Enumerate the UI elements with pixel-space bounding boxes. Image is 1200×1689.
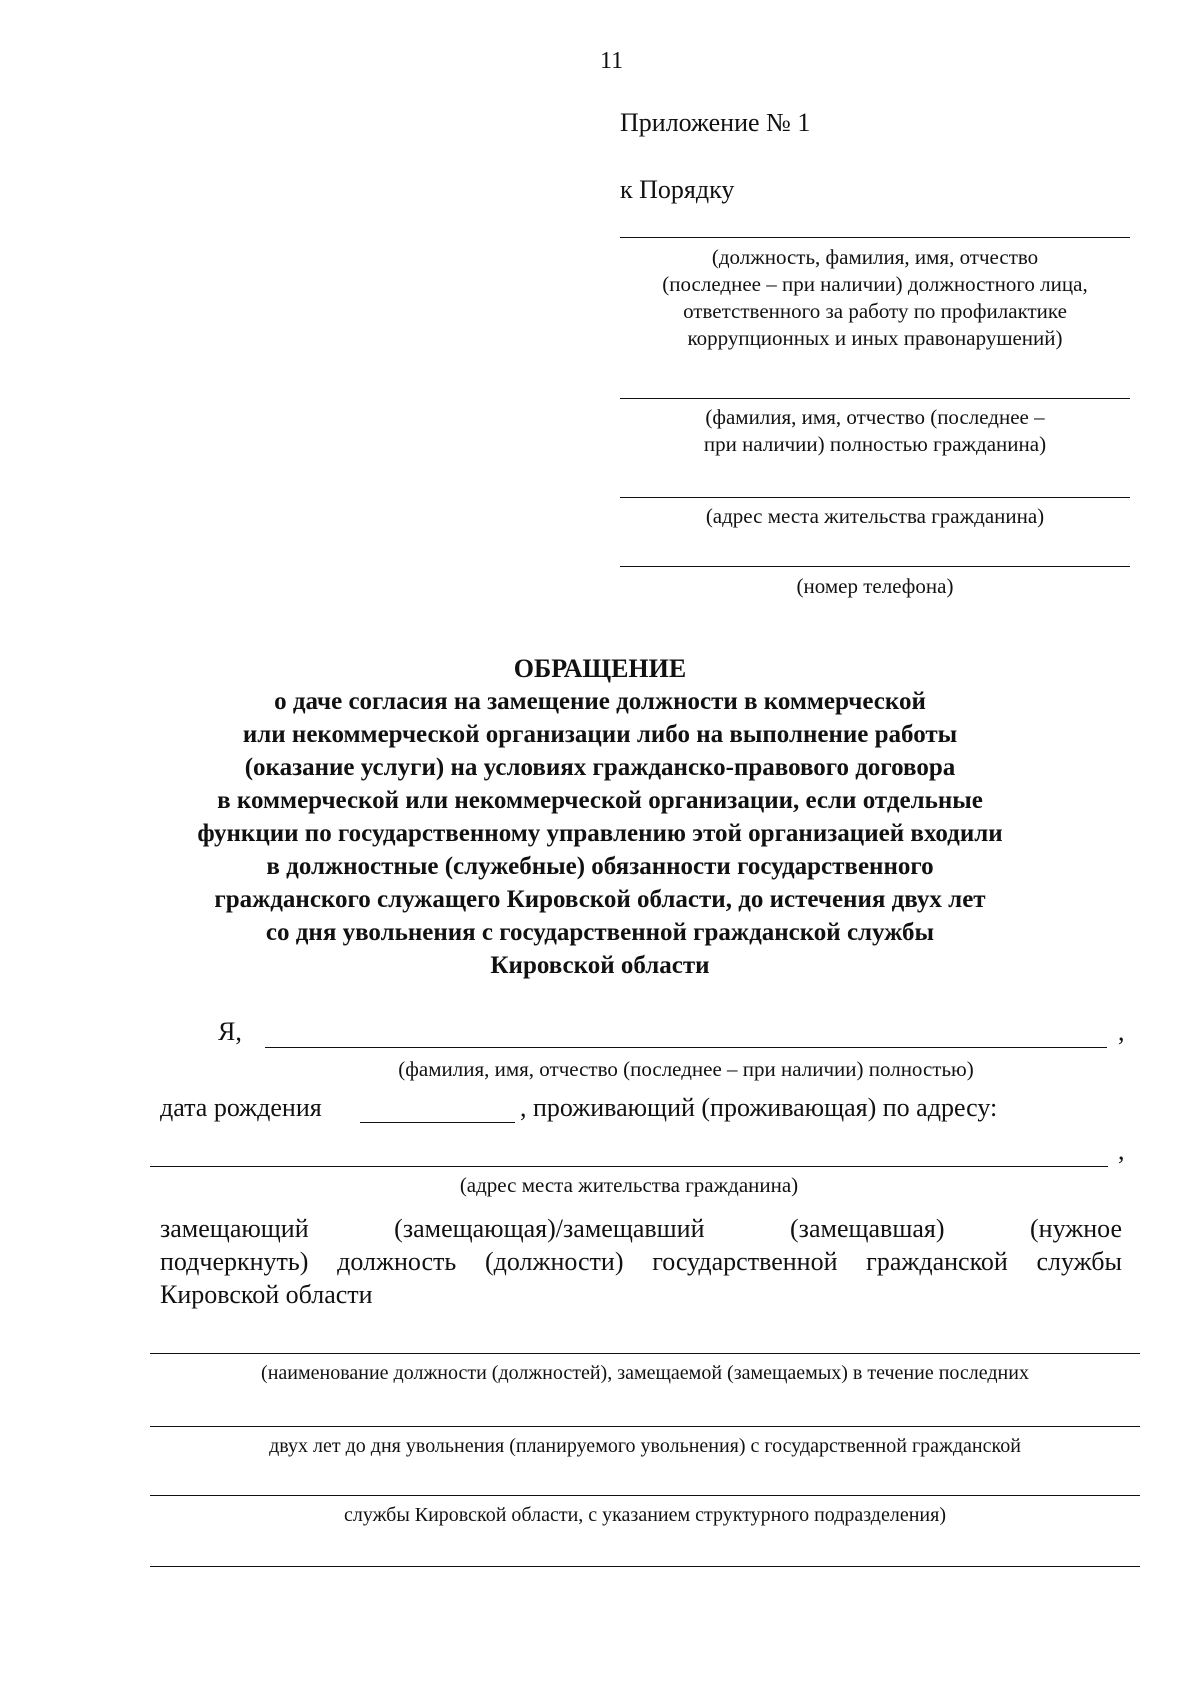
title-line: (оказание услуги) на условиях гражданско-правового договора [244, 754, 956, 781]
title-line: со дня увольнения с государственной гражданской службы [265, 919, 935, 946]
position-paragraph-line: Кировской области [160, 1280, 373, 1309]
phone-line [620, 566, 1130, 567]
citizen-caption-line: (фамилия, имя, отчество (последнее – [705, 405, 1045, 429]
official-caption-line: (должность, фамилия, имя, отчество [711, 245, 1039, 269]
citizen-caption [620, 404, 1130, 458]
title-line: функции по государственному управлению этой организацией входили [197, 820, 1003, 847]
page-number: 11 [600, 48, 624, 74]
official-caption-line: ответственного за работу по профилактике [683, 299, 1067, 323]
title-line: гражданского служащего Кировской области, до истечения двух лет [214, 886, 986, 913]
position-line [150, 1426, 1140, 1427]
residing-label: , проживающий (проживающая) по адресу: [520, 1093, 998, 1122]
citizen-line [620, 398, 1130, 399]
title-heading: ОБРАЩЕНИЕ [513, 654, 687, 683]
official-caption-line: (последнее – при наличии) должностного лица, [662, 272, 1088, 296]
position-caption: (наименование должности (должностей), замещаемой (замещаемых) в течение последних [261, 1362, 1029, 1384]
fio-comma: , [1118, 1017, 1125, 1046]
title-line: в должностные (служебные) обязанности государственного [266, 853, 934, 880]
fio-caption: (фамилия, имя, отчество (последнее – при наличии) полностью) [398, 1057, 974, 1081]
document-title [150, 652, 1050, 982]
fio-line [265, 1047, 1107, 1048]
address-comma: , [1118, 1136, 1125, 1165]
position-paragraph-line: подчеркнуть) должность (должности) государственной гражданской службы [160, 1247, 1122, 1276]
official-caption [620, 244, 1130, 352]
citizen-address-line [620, 497, 1130, 498]
title-line: Кировской области [490, 952, 710, 979]
address-line [150, 1166, 1108, 1167]
citizen-caption-line: при наличии) полностью гражданина) [703, 432, 1047, 456]
position-caption: двух лет до дня увольнения (планируемого увольнения) с государственной гражданской [269, 1435, 1021, 1457]
phone-caption: (номер телефона) [796, 574, 954, 598]
position-line [150, 1353, 1140, 1354]
position-caption: службы Кировской области, с указанием структурного подразделения) [344, 1504, 946, 1526]
title-line: или некоммерческой организации либо на выполнение работы [242, 721, 958, 748]
position-line [150, 1566, 1140, 1567]
order-reference: к Порядку [620, 175, 735, 204]
attachment-label: Приложение № 1 [620, 108, 811, 137]
birth-date-label: дата рождения [160, 1093, 322, 1122]
official-caption-line: коррупционных и иных правонарушений) [687, 326, 1063, 350]
citizen-address-caption: (адрес места жительства гражданина) [705, 504, 1045, 528]
title-line: в коммерческой или некоммерческой организации, если отдельные [217, 787, 983, 814]
birth-date-line [360, 1122, 515, 1123]
title-line: о даче согласия на замещение должности в коммерческой [274, 688, 926, 715]
position-line [150, 1495, 1140, 1496]
position-paragraph-line: замещающий (замещающая)/замещавший (замещавшая) (нужное [160, 1214, 1122, 1243]
address-caption: (адрес места жительства гражданина) [459, 1173, 799, 1197]
official-line [620, 237, 1130, 238]
i-label: Я, [218, 1017, 242, 1046]
